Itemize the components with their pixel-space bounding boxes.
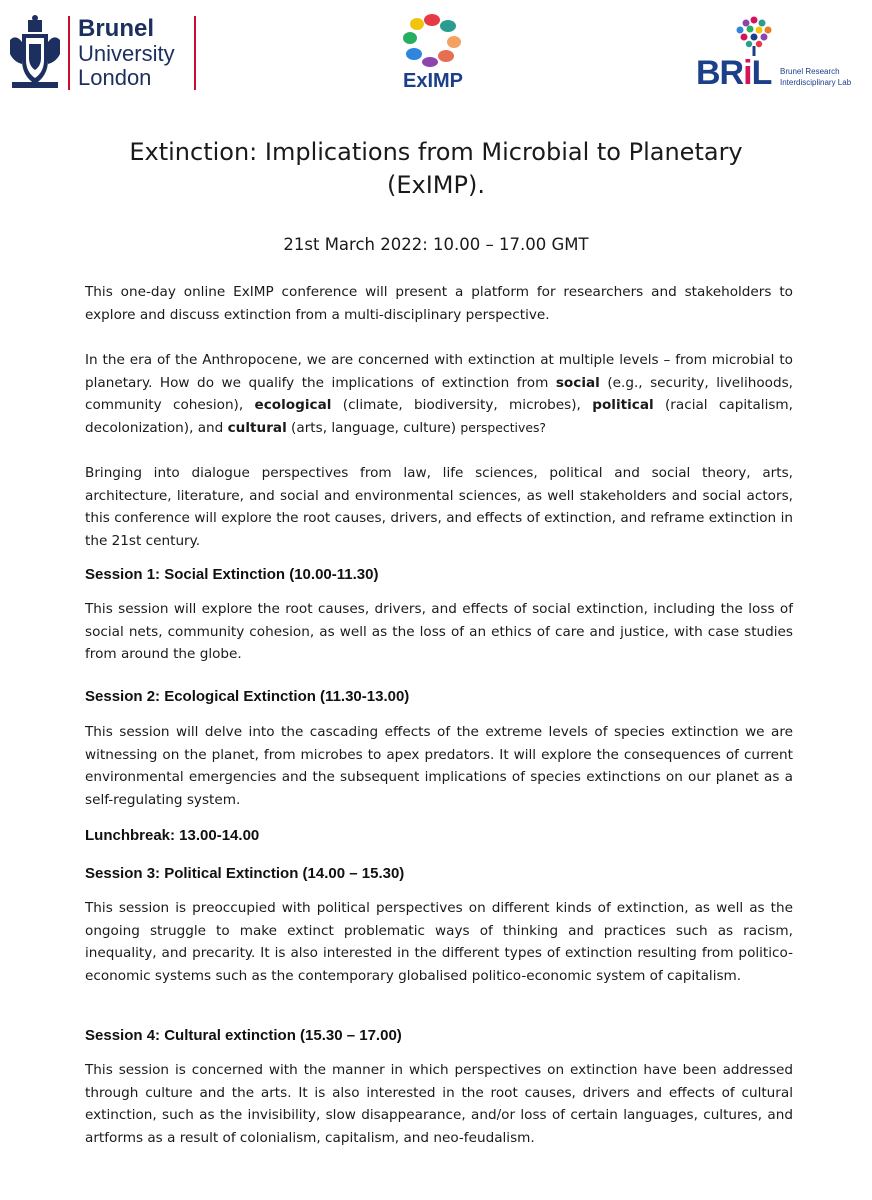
colorful-hands-icon: [400, 10, 464, 68]
session-4-body: This session is concerned with the manner in which perspectives on extinction have been addressed through culture and the arts. It is also interested in the root causes, drivers and effects of cultural extinction, such as the invisibility, slow disappearance, and/or loss of certain languages, cultures, and artforms as a result of colonialism, capitalism, and neo-feudalism.: [85, 1062, 793, 1146]
page-title: [40, 136, 832, 202]
session-2-heading: Session 2: Ecological Extinction (11.30-13.00): [85, 688, 410, 705]
session-1-heading: Session 1: Social Extinction (10.00-11.30): [85, 566, 379, 583]
brunel-university: University: [78, 41, 175, 66]
dot-tree-icon: [732, 14, 776, 58]
bril-name: BRiL: [696, 54, 772, 92]
intro-paragraph-3: Bringing into dialogue perspectives from law, life sciences, political and social theory, arts, architecture, literature, and social and environmental sciences, as well stakeholders and social actors, this conference will explore the root causes, drivers, and effects of extinction, and reframe extinction in the 21st century.: [85, 465, 793, 549]
session-1-body: This session will explore the root causes, drivers, and effects of social extinction, including the loss of social nets, community cohesion, as well as the loss of an ethics of care and justice, with case studies from around the globe.: [85, 601, 793, 662]
session-3-body: This session is preoccupied with political perspectives on different kinds of extinction, as well as the ongoing struggle to make extinct problematic ways of thinking and practices such as racism, inequality, and precarity. It is also interested in the different types of extinction resulting from politico-economic systems such as the contemporary globalised politico-economic system of capitalism.: [85, 900, 793, 984]
bril-subtitle: Brunel Research Interdisciplinary Lab: [780, 67, 852, 87]
lunchbreak-heading: Lunchbreak: 13.00-14.00: [85, 827, 260, 844]
intro-paragraph-2: In the era of the Anthropocene, we are concerned with extinction at multiple levels – from microbial to planetary. How do we qualify the implications of extinction from social (e.g., security, livelihoods, community cohesion), ecological (climate, biodiversity, microbes), political (racial capitalism, decolonization), and cultural (arts, language, culture) perspectives?: [85, 352, 793, 436]
session-3-heading: Session 3: Political Extinction (14.00 – 15.30): [85, 865, 405, 882]
brunel-london: London: [78, 65, 152, 90]
intro-paragraph-1: This one-day online ExIMP conference will present a platform for researchers and stakeholders to explore and discuss extinction from a multi-disciplinary perspective.: [85, 284, 793, 323]
brunel-crest-icon: [8, 14, 62, 90]
logo-header: [0, 0, 872, 110]
title-line-1: Extinction: Implications from Microbial to Planetary: [129, 138, 743, 166]
brunel-logo: [8, 14, 198, 94]
session-2-body: This session will delve into the cascading effects of the extreme levels of species extinction we are witnessing on the planet, from microbes to apex predators. It will explore the consequences of current environmental emergencies and the subsequent implications of species extinctions on our planet as a self-regulating system.: [85, 724, 793, 808]
eximp-logo: [388, 10, 478, 95]
session-4-heading: Session 4: Cultural extinction (15.30 – 17.00): [85, 1027, 402, 1044]
title-line-2: (ExIMP).: [387, 171, 485, 199]
brunel-name: Brunel: [78, 15, 155, 42]
event-date: 21st March 2022: 10.00 – 17.00 GMT: [283, 235, 589, 254]
eximp-name: ExIMP: [402, 70, 464, 92]
bril-logo: [696, 14, 866, 94]
